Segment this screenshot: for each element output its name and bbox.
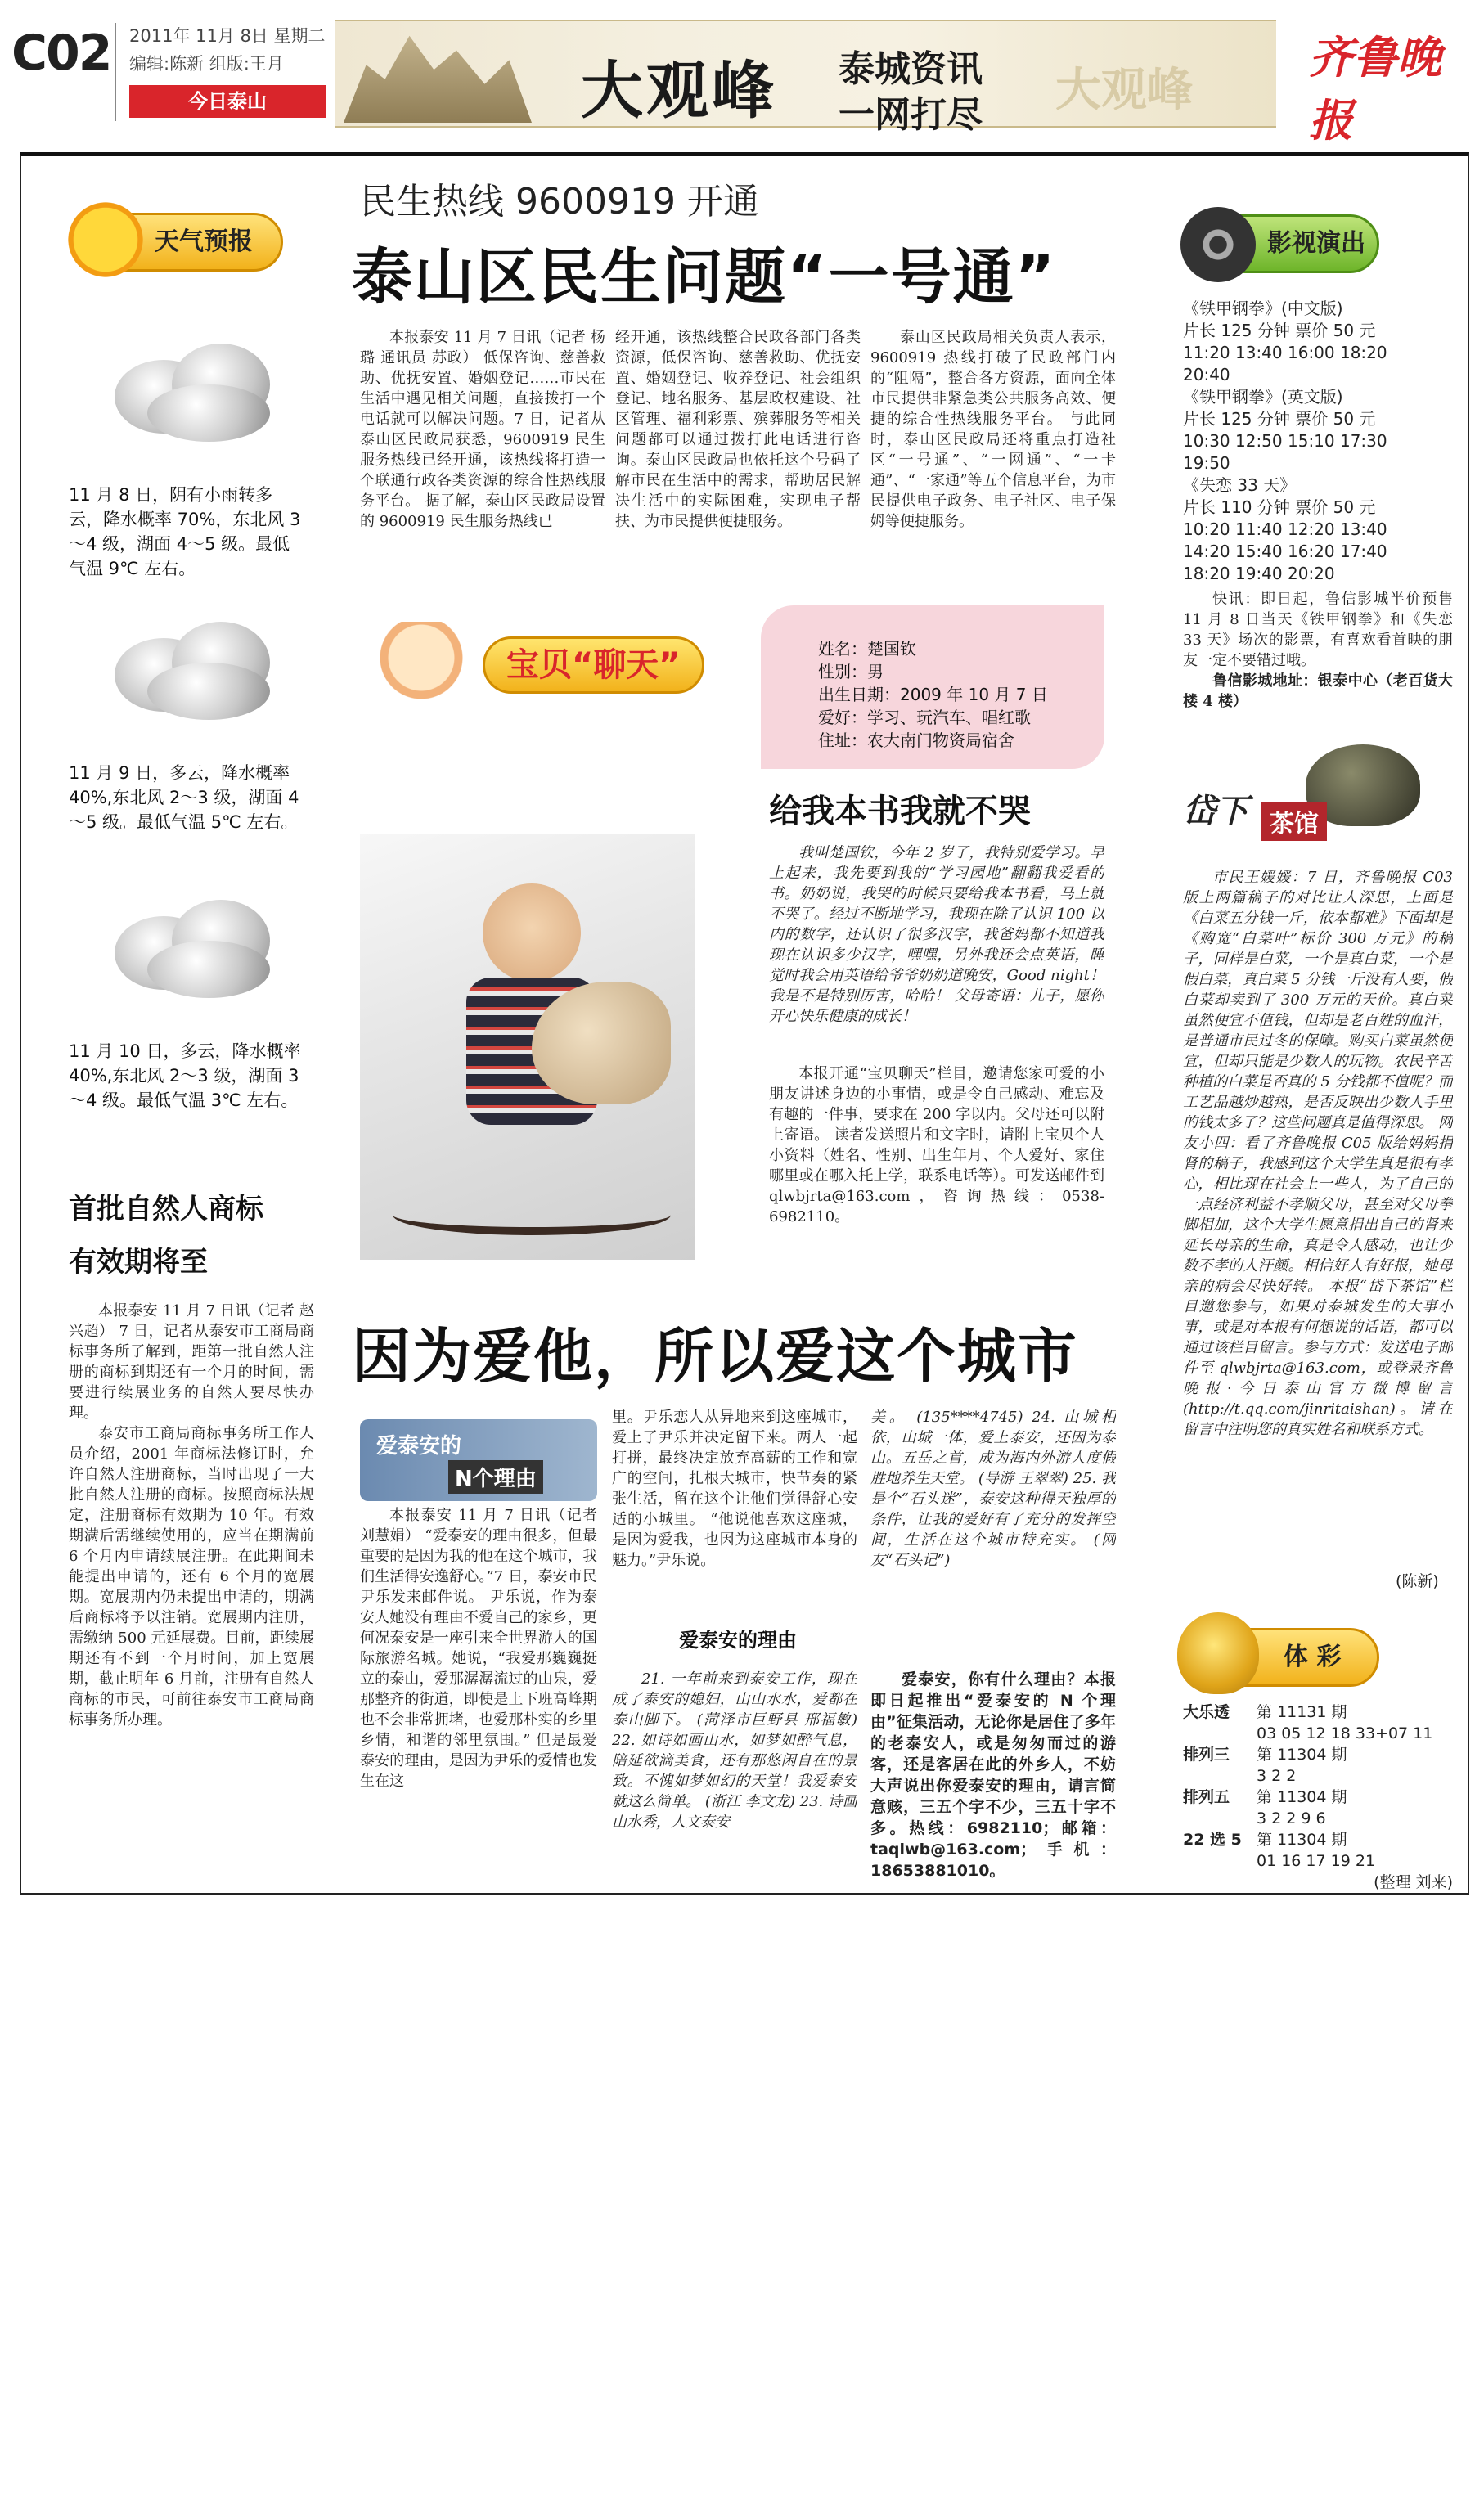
baby-notice-text: 本报开通“宝贝聊天”栏目，邀请您家可爱的小朋友讲述身边的小事情，或是令自己感动、难忘及有趣的一件事，要求在 200 字以内。父母还可以附上寄语。 读者发送照片和文字时，请附上宝贝个人小资料（姓名、性别、出生年月、个人爱好、家住哪里或在哪入托上学，联系电话等）。可发送邮件到 qlwbjrta@163.com，咨询热线：0538-6982110。 [769,1065,1104,1225]
city-reasons-list [612,1669,857,1890]
city-column-1-text: 本报泰安 11 月 7 日讯（记者 刘慧娟） “爱泰安的理由很多，但最重要的是因为我的他在这个城市，我们生活得安逸舒心。”7 日，泰安市民尹乐发来邮件说。 尹乐说，作为泰安人她没有理由不爱自己的家乡，更何况泰安是一座引来全世界游人的国际旅游名城。她说，“我爱那巍巍挺立的泰山，爱那潺潺流过的山泉，爱那整齐的街道，即使是上下班高峰期也不会非常拥堵，也爱那朴实的乡里乡情，和谐的邻里氛围。” 但是最爱泰安的理由，是因为尹乐的爱情也发生在这 [360,1507,597,1790]
movie-title: 《失恋 33 天》 [1183,475,1297,495]
trademark-byline: 本报泰安 11 月 7 日讯（记者 赵兴超） 7 日，记者从泰安市工商局商标事务所了解到，距第一批自然人注册的商标到期还有一个月的时间，需要进行续展业务的自然人要尽快办理。 [69,1302,314,1422]
lottery-issue: 第 11304 期 [1257,1788,1347,1806]
baby-chat-label-text: 宝贝“聊天” [483,636,704,694]
movies-label [1183,214,1379,273]
city-label-line-1: 爱泰安的 [376,1434,462,1459]
lottery-game-name: 排列三 [1183,1746,1230,1764]
page-header [0,0,1484,146]
cartoon-baby-icon [360,622,483,712]
hotline-headline: 泰山区民生问题“一号通” [352,242,1057,312]
trademark-body: 泰安市工商局商标事务所工作人员介绍，2001 年商标法修订时，允许自然人注册商标，当时出现了一大批自然人注册的商标。按照商标法规定，注册商标有效期为 10 年。有效期满后需继续使用的，应当在期满前 6 个月内申请续展注册。在此期间未能提出申请的，还有 6 个月的宽展期。宽展期内仍未提出申请的，期满后商标将予以注销。宽展期内注册，需缴纳 500 元延展费。目前，距续展期还有不到一个月时间，加上宽展期，截止明年 6 月前，注册有自然人商标的市民，可前往泰安市工商局商标事务所办理。 [69,1425,314,1729]
lottery-author: (整理 刘来) [1374,1873,1453,1891]
lottery-game-name: 排列五 [1183,1788,1230,1806]
movie-title: 《铁甲钢拳》(英文版) [1183,387,1343,407]
sun-icon [65,199,146,281]
section-tag: 今日泰山 [129,85,326,118]
banner-watermark: 大观峰 [1055,63,1193,117]
teahouse-label-prefix: 岱下 [1183,792,1248,830]
teahouse-label-text: 茶馆 [1261,802,1327,841]
lottery-issue: 第 11304 期 [1257,1831,1347,1849]
city-call-for-entries-text: 爱泰安，你有什么理由？本报即日起推出“爱泰安的 N 个理由”征集活动，无论你是居住了多年的老泰安人，或是匆匆而过的游客，还是客居在此的外乡人，不妨大声说出你爱泰安的理由，请言简意赅，三五个字不少，三五十字不多。热线：6982110；邮箱：taqlwb@163.com；手机：18653881010。 [870,1670,1116,1880]
hotline-column-3 [870,327,1116,589]
lottery-game-name: 22 选 5 [1183,1831,1242,1849]
hotline-column-1-text: 本报泰安 11 月 7 日讯（记者 杨璐 通讯员 苏政） 低保咨询、慈善救助、优抚安置、婚姻登记……市民在生活中遇见相关问题，直接拨打一个电话就可以解决问题。7 日，记者从泰山区民政局获悉，9600919 民生服务热线已经开通，该热线将打造一个联通行政各类资源的综合性热线服务平台。 据了解，泰山区民政局设置的 9600919 民生服务热线已 [360,329,605,530]
movies-label-text: 影视演出 [1267,229,1365,258]
lottery-numbers: 3 2 2 9 6 [1257,1809,1326,1827]
editor-credits: 编辑:陈新 组版:王月 [129,54,284,74]
trademark-title-line-1: 首批自然人商标 [69,1193,263,1225]
lottery-issue: 第 11131 期 [1257,1703,1347,1721]
baby-profile-gender: 性别：男 [818,662,884,681]
movie-info: 片长 125 分钟 票价 50 元 [1183,321,1376,340]
baby-story-headline: 给我本书我就不哭 [769,793,1031,830]
hotline-column-2-text: 经开通，该热线整合民政各部门各类资源，低保咨询、慈善救助、优抚安置、婚姻登记、收养登记、社会组织登记、地名服务、基层政权建设、社区管理、福利彩票、殡葬服务等相关问题都可以通过拨打此电话进行咨询。泰山区民政局也依托这个号码了解市民在生活中的需求，帮助居民解决生活中的实际困难，实现电子帮扶、为市民提供便捷服务。 [615,329,861,530]
baby-notice [769,1063,1104,1268]
city-reasons-label [360,1419,597,1501]
lottery-issue: 第 11304 期 [1257,1746,1347,1764]
lottery-row [1183,1702,1453,1723]
movies-notice [1183,589,1453,671]
movie-info: 片长 125 分钟 票价 50 元 [1183,409,1376,429]
baby-chat-label [360,622,736,712]
city-column-3-top-text: 美。 (135****4745) 24. 山城相依，山城一体，爱上泰安，还因为泰山。五岳之首，成为海内外游人度假胜地养生天堂。 (导游 王翠翠) 25. 我是个“石头迷”，泰安这种得天独厚的条件，让我的爱好有了充分的发挥空间，生活在这个城市特充实。 (网友“石头记”) [870,1409,1116,1569]
city-column-2-top-text: 里。尹乐恋人从异地来到这座城市，爱上了尹乐并决定留下来。两人一起打拼，最终决定放弃高薪的工作和宽广的空间，扎根大城市，快节奏的紧张生活，留在这个让他们觉得舒心安适的小城里。 “他说他喜欢这座城，是因为爱我，也因为这座城市本身的魅力。”尹乐说。 [612,1409,857,1569]
lottery-numbers: 01 16 17 19 21 [1257,1852,1376,1870]
hotline-column-3-text: 泰山区民政局相关负责人表示，9600919 热线打破了民政部门内的“阻隔”，整合各方资源，面向全体市民提供非紧急类公共服务高效、便捷的综合性热线服务平台。 与此同时，泰山区民政局还将重点打造社区“一号通”、“一网通”、“一卡通”、“一家通”等五个信息平台，为市民提供电子政务、电子社区、电子保姆等便捷服务。 [870,329,1116,530]
city-headline: 因为爱他，所以爱这个城市 [352,1322,1079,1391]
movie-times: 14:20 15:40 16:20 17:40 [1183,542,1387,561]
mountain-illustration [344,26,532,123]
banner-title: 大观峰 [581,54,777,127]
city-column-2-top [612,1407,857,1603]
lottery-numbers: 03 05 12 18 33+07 11 [1257,1724,1433,1742]
film-reel-icon [1180,207,1256,282]
lottery-game-name: 大乐透 [1183,1703,1230,1721]
movie-listings [1183,298,1453,585]
baby-profile-box [761,605,1104,769]
cinema-address [1183,671,1453,717]
city-reasons-subhead: 爱泰安的理由 [679,1629,797,1652]
lottery-row [1183,1829,1453,1850]
lottery-label-text: 体 彩 [1284,1643,1342,1671]
movie-info: 片长 110 分钟 票价 50 元 [1183,497,1376,517]
baby-profile-birthday: 出生日期：2009 年 10 月 7 日 [818,685,1048,704]
banner-subtitle-1: 泰城资讯 [839,48,983,90]
header-divider [115,23,116,121]
rain-cloud-icon [98,327,286,450]
teahouse-author: (陈新) [1396,1572,1439,1590]
weather-label-text: 天气预报 [155,227,253,256]
movie-times: 19:50 [1183,453,1230,473]
lottery-label [1183,1628,1379,1687]
city-call-for-entries [870,1669,1116,1890]
baby-profile-hobbies: 爱好：学习、玩汽车、唱红歌 [818,708,1031,727]
header-banner [335,20,1276,136]
issue-date: 2011年 11月 8日 星期二 [129,26,326,46]
baby-profile-address: 住址：农大南门物资局宿舍 [818,731,1014,750]
lottery-row [1183,1744,1453,1765]
cloudy-icon-1 [98,605,286,728]
baby-story [769,843,1104,1055]
hotline-kicker: 民生热线 9600919 开通 [360,181,759,223]
page-number: C02 [11,25,111,82]
movies-notice-text: 快讯：即日起，鲁信影城半价预售 11 月 8 日当天《铁甲钢拳》和《失恋 33 天》场次的影票，有喜欢看首映的朋友一定不要错过哦。 [1183,591,1453,669]
teahouse-body-text: 市民王媛媛：7 日，齐鲁晚报 C03 版上两篇稿子的对比让人深思，上面是《白菜五分钱一斤，依本都难》下面却是《购宽“白菜叶”标价 300 万元》的稿子，同样是白菜，一个是真白菜，一个是假白菜，真白菜 5 分钱一斤没有人要，假白菜却卖到了 300 万元的天价。真白菜虽然便宜不值钱，但却是老百姓的血汗，是普通市民过冬的保障。购买白菜虽然便宜，但却只能是少数人的玩物。农民辛苦种植的白菜是否真的 5 分钱都不值呢？而工艺品越炒越热，是否反映出少数人手里的钱太多了？这些问题真是值得深思。 网友小四：看了齐鲁晚报 C05 版给妈妈捐肾的稿子，我感到这个大学生真是很有孝心，相比现在社会上一些人，为了自己的一点经济利益不孝顺父母，甚至对父母拳脚相加，这个大学生愿意捐出自己的肾来延长母亲的生命，真是令人感动，也让少数不孝的人汗颜。相信好人有好报，她母亲的病会尽快好转。 本报“岱下茶馆”栏目邀您参与，如果对泰城发生的大事小事，或是对本报有何想说的话语，都可以通过该栏目留言。参与方式：发送电子邮件至 qlwbjrta@163.com，或登录齐鲁晚报·今日泰山官方微博留言(http://t.qq.com/jinritaishan)。请在留言中注明您的真实姓名和联系方式。 [1183,869,1453,1438]
movie-title: 《铁甲钢拳》(中文版) [1183,299,1343,318]
movie-times: 10:30 12:50 15:10 17:30 [1183,431,1387,451]
hotline-column-1 [360,327,605,589]
trademark-title-line-2: 有效期将至 [69,1246,208,1279]
baby-photo [360,834,695,1260]
weather-day-1: 11 月 8 日，阴有小雨转多云，降水概率 70%，东北风 3～4 级，湖面 4～5 级。最低气温 9℃ 左右。 [69,485,301,578]
movie-times: 20:40 [1183,365,1230,384]
movie-times: 11:20 13:40 16:00 18:20 [1183,343,1387,362]
city-reasons-list-text: 21. 一年前来到泰安工作，现在成了泰安的媳妇，山山水水，爱都在泰山脚下。 (菏泽市巨野县 邢福敏) 22. 如诗如画山水，如梦如醉气息，陪延欲滴美食，还有那悠闲自在的景致。不愧如梦如幻的天堂！我爱泰安就这么简单。 (浙江 李文龙) 23. 诗画山水秀，人文泰安 [612,1670,857,1831]
baby-profile-name: 姓名：楚国钦 [818,639,916,659]
newspaper-logo: 齐鲁晚报 [1309,31,1441,146]
teahouse-body [1183,867,1453,1685]
city-label-line-2: N个理由 [448,1460,543,1494]
weather-label [70,213,283,272]
cloudy-icon-2 [98,883,286,1006]
lottery-results [1183,1702,1453,1893]
banner-subtitle-2: 一网打尽 [839,94,983,136]
weather-day-3: 11 月 10 日，多云，降水概率 40%,东北风 2～3 级，湖面 3～4 级。最低气温 3℃ 左右。 [69,1041,301,1110]
weather-day-2: 11 月 9 日，多云，降水概率 40%,东北风 2～3 级，湖面 4～5 级。最低气温 5℃ 左右。 [69,763,299,832]
teahouse-label [1183,736,1428,859]
money-bag-icon [1177,1612,1259,1694]
movie-times: 18:20 19:40 20:20 [1183,564,1335,583]
lottery-row [1183,1787,1453,1808]
baby-story-text: 我叫楚国钦，今年 2 岁了，我特别爱学习。早上起来，我先要到我的“学习园地”翻翻我爱看的书。奶奶说，我哭的时候只要给我本书看，马上就不哭了。经过不断地学习，我现在除了认识 100 以内的数字，还认识了很多汉字，我爸妈都不知道我现在认识多少汉字，嘿嘿，另外我还会点英语，睡觉时我会用英语给爷爷奶奶道晚安，Good night！我是不是特别厉害，哈哈！ 父母寄语：儿子，愿你开心快乐健康的成长！ [769,844,1104,1025]
movie-times: 10:20 11:40 12:20 13:40 [1183,519,1387,539]
cinema-address-text: 鲁信影城地址：银泰中心（老百货大楼 4 楼） [1183,672,1453,710]
hotline-column-2 [615,327,861,589]
city-column-1 [360,1505,597,1890]
trademark-article [69,1301,314,1898]
lottery-numbers: 3 2 2 [1257,1767,1297,1785]
